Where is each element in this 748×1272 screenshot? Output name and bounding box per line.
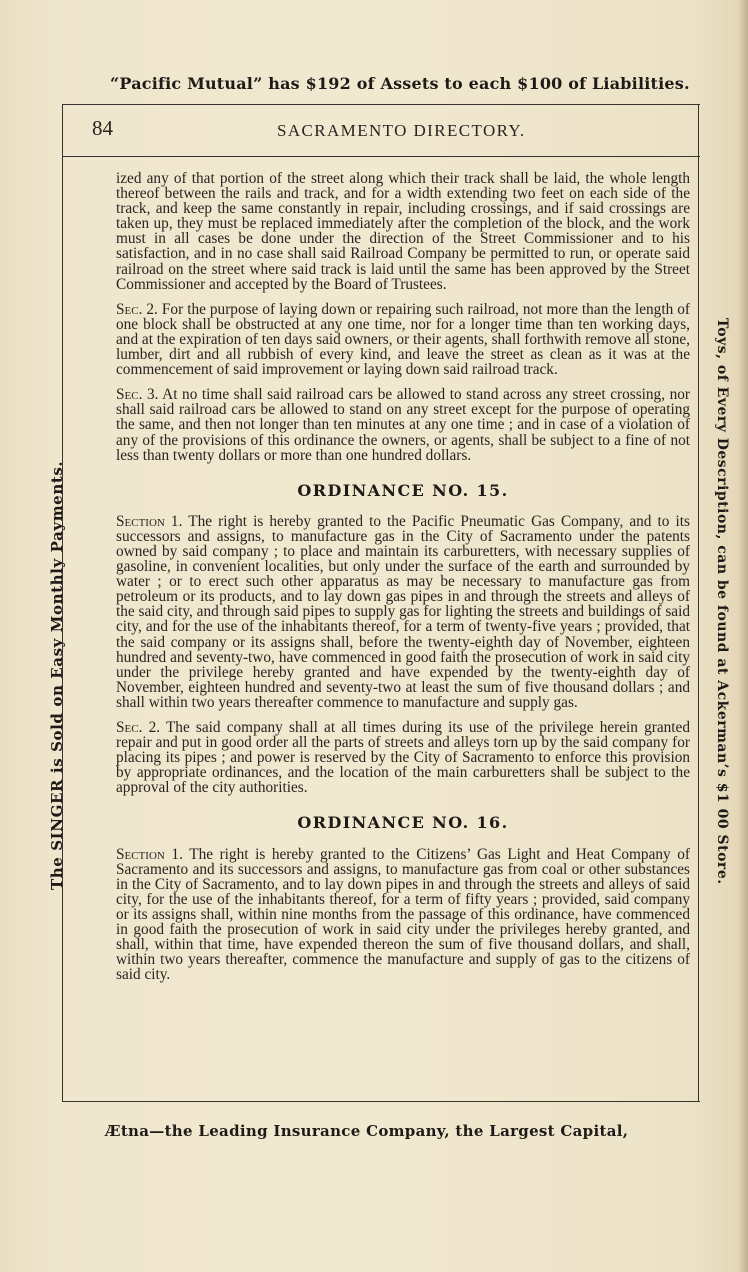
continuation-text: ized any of that portion of the street along which their track shall be laid, the whole length thereof between the rails and track, and for a width extending two feet on each side of the track, and keep the same constantly in repair, including crossings, and if said crossings are taken up, they must be replaced immediately after the completion of the block, and the work must in all cases be done under the direction of the Street Commissioner and to his satisfaction, and in no case shall said Railroad Company be permitted to run, or operate said railroad on the street where said track is laid until the same has been approved by the Street Commissioner and accepted by the Board of Trustees.: [116, 170, 690, 293]
section-lead: Section 1.: [116, 512, 183, 530]
ordinance-15-title: ORDINANCE NO. 15.: [297, 480, 509, 500]
frame-left-rule: [62, 104, 63, 1101]
section-lead: Section 1.: [116, 845, 183, 863]
page-body: [116, 171, 690, 992]
section-paragraph: [116, 387, 690, 462]
frame-top-rule: [62, 104, 700, 105]
page-number: 84: [92, 116, 113, 140]
continuation-paragraph: [116, 171, 690, 292]
frame-bottom-rule: [62, 1101, 700, 1102]
frame-right-rule: [698, 104, 699, 1101]
section-paragraph: [116, 720, 690, 795]
header-advertisement: “Pacific Mutual” has $192 of Assets to each $100 of Liabilities.: [110, 74, 690, 93]
header-rule: [62, 156, 700, 157]
section-paragraph: [116, 514, 690, 710]
running-head: SACRAMENTO DIRECTORY.: [277, 121, 526, 140]
section-paragraph: [116, 302, 690, 377]
section-lead: Sec. 3.: [116, 386, 159, 404]
section-text: The said company shall at all times during its use of the privilege herein granted repair and put in good order all the parts of streets and alleys torn up by the said company for placing its pipes ; and power is reserved by the City of Sacramento to enforce this provision by appropriate ordinances, and the location of the main carburetters shall be subject to the approval of the city authorities.: [116, 719, 690, 797]
section-lead: Sec. 2.: [116, 719, 161, 736]
page-edge-shadow: [738, 0, 748, 1272]
section-text: For the purpose of laying down or repairing such railroad, not more than the length of one block shall be obstructed at any one time, nor for a longer time than ten working days, and at the expiration of ten days said owners, or their agents, shall forthwith remove all stone, lumber, dirt and all rubbish of every kind, and leave the street as clean as it was at the commencement of said improvement or laying down said railroad track.: [116, 300, 691, 379]
footer-advertisement: Ætna—the Leading Insurance Company, the Largest Capital,: [105, 1122, 629, 1140]
section-text: The right is hereby granted to the Citizens’ Gas Light and Heat Company of Sacramento and its successors and assigns, to manufacture gas from coal or other substances in the City of Sacramento, and to lay down pipes in and through the streets and alleys of said city, for the use of the inhabitants thereof, for a term of fifty years ; provided, said company or its assigns shall, within nine months from the passage of this ordinance, have commenced in good faith the prosecution of work in said city under the privileges hereby granted, and shall, within that time, have expended thereon the sum of five thousand dollars, and shall, within two years thereafter, commence the manufacture and supply of gas to the citizens of said city.: [116, 845, 690, 984]
section-paragraph: [116, 847, 690, 983]
section-text: At no time shall said railroad cars be allowed to stand across any street crossing, nor shall said railroad cars be allowed to stand on any street except for the purpose of operating the same, and then not longer than ten minutes at any one time ; and in case of a violation of any of the provisions of this ordinance the owners, or agents, shall be subject to a fine of not less than twenty dollars or more than one hundred dollars.: [116, 386, 690, 464]
section-text: The right is hereby granted to the Pacific Pneumatic Gas Company, and to its successors and assigns, to manufacture gas in the City of Sacramento under the patents owned by said company ; to place and maintain its carburetters, with necessary supplies of gasoline, in convenient localities, but only under the surface of the earth and surrounded by water ; or to erect such other apparatus as may be necessary to manufacture gas from petroleum or its products, and to lay down gas pipes in and through the streets and alleys of the said city, and through said pipes to supply gas for lighting the streets and buildings of said city, and for the use of the inhabitants thereof, for a term of twenty-five years ; provided, that the said company or its assigns shall, before the twenty-eighth day of November, eighteen hundred and seventy-two, have commenced in good faith the prosecution of work in said city under the privilege hereby granted and have expended by the twenty-eighth day of November, eighteen hundred and seventy-two at least the sum of five thousand dollars ; and shall within two years thereafter commence to manufacture and supply gas.: [116, 512, 690, 711]
ordinance-16-title: ORDINANCE NO. 16.: [297, 813, 509, 833]
section-lead: Sec. 2.: [116, 300, 158, 318]
right-margin-advertisement: Toys, of Every Description, can be found at Ackerman’s $1 00 Store.: [714, 318, 730, 885]
left-margin-advertisement: The SINGER is Sold on Easy Monthly Payments.: [48, 460, 66, 890]
